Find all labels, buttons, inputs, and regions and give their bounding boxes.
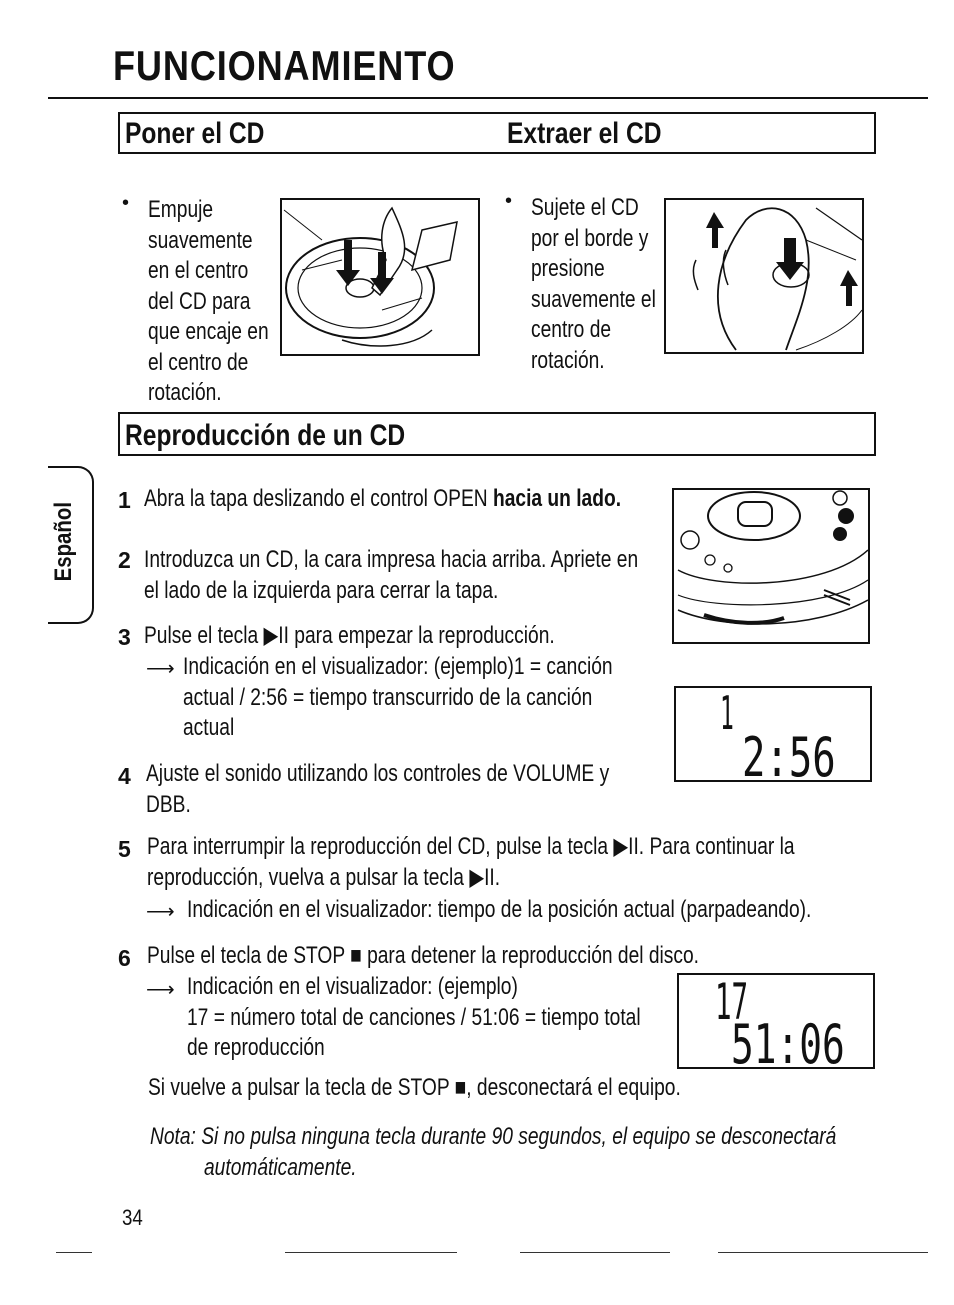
remove-cd-heading: Extraer el CD	[507, 117, 662, 150]
remove-line: Sujete el CD	[531, 194, 639, 221]
insert-line: del CD para	[148, 287, 251, 315]
insert-bullet: •	[122, 192, 130, 214]
note-line: Nota: Si no pulsa ninguna tecla durante 90 segundos, el equipo se desconectará	[150, 1123, 837, 1150]
footer-rule	[718, 1252, 928, 1253]
remove-cd-drawing	[666, 200, 862, 352]
insert-line: Empuje	[148, 196, 214, 223]
remove-line: presione	[531, 255, 605, 282]
step-6-result	[187, 972, 641, 1064]
lcd-track-count: 17	[715, 973, 749, 1031]
stop-again-text: Si vuelve a pulsar la tecla de STOP ■, desconectará el equipo.	[148, 1074, 681, 1101]
insert-cd-heading: Poner el CD	[125, 117, 265, 150]
lcd-time: 2:56	[742, 726, 836, 789]
remove-line: por el borde y	[531, 224, 649, 252]
step-number: 6	[118, 945, 131, 971]
step-5-line: Para interrumpir la reproducción del CD, pulse la tecla ▶II. Para continuar la	[147, 833, 795, 860]
insert-line: que encaje en	[148, 318, 269, 345]
note-line: automáticamente.	[204, 1154, 357, 1181]
remove-line: centro de	[531, 316, 612, 343]
lcd-track-number: 1	[720, 686, 734, 740]
footer-rule	[520, 1252, 670, 1253]
result-arrow-icon: ⟶	[146, 979, 175, 1001]
insert-cd-drawing	[282, 200, 478, 354]
step-4-text	[146, 759, 609, 820]
footer-rule	[56, 1252, 92, 1253]
play-cd-heading: Reproducción de un CD	[125, 419, 406, 452]
step-number: 4	[118, 763, 131, 789]
step-3-text: Pulse el tecla ▶II para empezar la reproducción.	[144, 622, 555, 649]
title-rule	[48, 97, 928, 99]
step-6-result-line: de reproducción	[187, 1034, 325, 1061]
step-4-line: DBB.	[146, 790, 191, 818]
insert-line: rotación.	[148, 379, 222, 406]
step-number: 5	[118, 836, 131, 862]
remove-instructions	[531, 193, 656, 376]
remove-line: suavemente el	[531, 285, 656, 313]
remove-bullet: •	[505, 190, 513, 212]
step-2-text	[144, 545, 638, 606]
page-number: 34	[122, 1205, 143, 1230]
step-3-result-line: Indicación en el visualizador: (ejemplo)1 = canción	[183, 653, 613, 680]
insert-line: suavemente	[148, 226, 253, 254]
step-4-line: Ajuste el sonido utilizando los controles de VOLUME y	[146, 760, 610, 787]
step-5-text	[147, 832, 795, 893]
language-tab-label: Español	[50, 502, 77, 582]
insert-instructions	[148, 195, 269, 409]
result-arrow-icon: ⟶	[146, 658, 175, 680]
step-number: 1	[118, 487, 131, 513]
result-arrow-icon: ⟶	[146, 901, 175, 923]
step-6-result-line: Indicación en el visualizador: (ejemplo)	[187, 973, 518, 1000]
lcd-display-example-2	[677, 973, 875, 1076]
step-2-line: Introduzca un CD, la cara impresa hacia arriba. Apriete en	[144, 546, 639, 573]
remove-line: rotación.	[531, 346, 605, 374]
step-1-bold: hacia un lado.	[493, 485, 622, 512]
step-6-result-line: 17 = número total de canciones / 51:06 = tiempo total	[187, 1003, 641, 1031]
remove-cd-illustration	[664, 198, 864, 354]
lcd-total-time: 51:06	[731, 1013, 845, 1076]
insert-cd-illustration	[280, 198, 480, 356]
step-1-text	[144, 484, 621, 515]
player-drawing	[674, 490, 868, 642]
step-5-result: Indicación en el visualizador: tiempo de la posición actual (parpadeando).	[187, 896, 812, 923]
insert-line: en el centro	[148, 257, 249, 284]
step-number: 2	[118, 547, 131, 573]
step-number: 3	[118, 624, 131, 650]
footer-rule	[285, 1252, 457, 1253]
step-6-text: Pulse el tecla de STOP ■ para detener la reproducción del disco.	[147, 942, 700, 969]
step-1-line: Abra la tapa deslizando el control OPEN	[144, 485, 493, 512]
lcd-display-example-1	[674, 686, 872, 789]
player-illustration	[672, 488, 870, 644]
step-3-result-line: actual / 2:56 = tiempo transcurrido de la canción	[183, 683, 593, 711]
step-3-result	[183, 652, 613, 744]
step-2-line: el lado de la izquierda para cerrar la tapa.	[144, 576, 499, 604]
insert-line: el centro de	[148, 348, 249, 376]
page-title: FUNCIONAMIENTO	[113, 42, 456, 89]
step-3-result-line: actual	[183, 714, 235, 741]
step-5-line: reproducción, vuelva a pulsar la tecla ▶II.	[147, 863, 501, 891]
